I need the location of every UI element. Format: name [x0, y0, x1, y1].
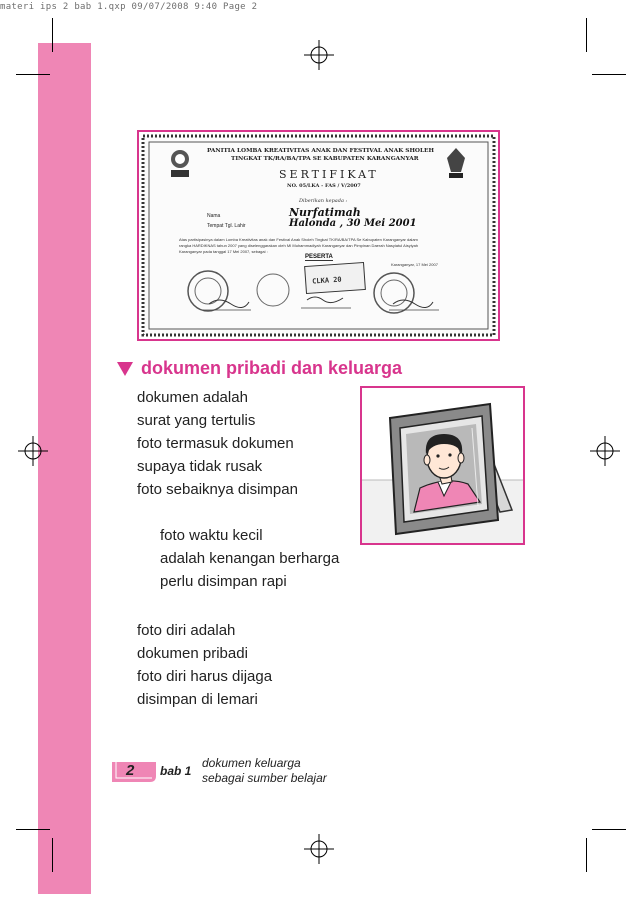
- certificate-body-3: Karanganyar pada tanggal 17 Mei 2007, sebagai :: [179, 249, 268, 254]
- crop-mark: [16, 829, 50, 830]
- certificate-number: NO. 05/LKA - FAS / V/2007: [287, 183, 361, 189]
- poem-line: dokumen adalah: [137, 389, 248, 406]
- poem-line: foto sebaiknya disimpan: [137, 481, 298, 498]
- crop-mark: [52, 838, 53, 872]
- photo-frame-drawing: [362, 388, 523, 543]
- crop-mark: [586, 18, 587, 52]
- poem-line: foto diri harus dijaga: [137, 668, 273, 685]
- page-number: 2: [126, 762, 135, 779]
- framed-photo-illustration: [360, 386, 525, 545]
- certificate-peserta: PESERTA: [305, 254, 333, 260]
- pink-side-band: [38, 43, 91, 894]
- certificate-body-1: Atas partisipasinya dalam Lomba Kreativitas anak dan Festival Anak Sholeh Tingkat TK/RA/BA/TPA Se Kabupaten Karanganyar dalam: [179, 237, 418, 242]
- poem-line: adalah kenangan berharga: [160, 550, 340, 567]
- poem-line: perlu disimpan rapi: [160, 573, 287, 590]
- certificate-given-to: Diberikan kepada :: [299, 198, 348, 204]
- poem-line: surat yang tertulis: [137, 412, 256, 429]
- crop-mark: [52, 18, 53, 52]
- certificate-value-birth: Halonda , 30 Mei 2001: [289, 218, 417, 229]
- certificate-body-2: rangka HARDIKNAS tahun 2007 yang diselenggarakan oleh MI Muhammadiyah Karanganyar dan Pimpinan Daerah Nasyiatul Aisyiyah: [179, 243, 419, 248]
- stamp-text: CLKA 20: [311, 275, 342, 286]
- certificate-image: [137, 130, 500, 341]
- certificate-header-line2: TINGKAT TK/RA/BA/TPA SE KABUPATEN KARANGANYAR: [231, 156, 419, 162]
- printer-slug: materi ips 2 bab 1.qxp 09/07/2008 9:40 Page 2: [0, 2, 258, 12]
- certificate-title: SERTIFIKAT: [279, 168, 379, 181]
- crop-mark: [586, 838, 587, 872]
- section-heading: [117, 358, 402, 379]
- chapter-label: bab 1: [160, 764, 192, 778]
- registration-mark-right: [590, 436, 620, 466]
- chapter-subtitle-line2: sebagai sumber belajar: [202, 771, 327, 785]
- certificate-header-line1: PANITIA LOMBA KREATIVITAS ANAK DAN FESTIVAL ANAK SHOLEH: [207, 148, 434, 154]
- signature-lines: [139, 132, 498, 339]
- certificate-value-name: Nurfatimah: [289, 206, 361, 219]
- section-title: dokumen pribadi dan keluarga: [141, 358, 403, 378]
- poem-line: disimpan di lemari: [137, 691, 258, 708]
- poem-line: foto waktu kecil: [160, 527, 263, 544]
- certificate-label-name: Nama: [207, 213, 221, 219]
- certificate-date: Karanganyar, 17 Mei 2007: [391, 262, 438, 267]
- registration-mark-top: [304, 40, 334, 70]
- chapter-subtitle-line1: dokumen keluarga: [202, 756, 301, 770]
- poem-line: supaya tidak rusak: [137, 458, 263, 475]
- poem-line: foto diri adalah: [137, 622, 236, 639]
- crop-mark: [592, 829, 626, 830]
- triangle-bullet-icon: [117, 362, 133, 376]
- poem-line: foto termasuk dokumen: [137, 435, 294, 452]
- poem-line: dokumen pribadi: [137, 645, 248, 662]
- registration-mark-bottom: [304, 834, 334, 864]
- certificate-label-birth: Tempat Tgl. Lahir: [207, 223, 246, 229]
- registration-mark-left: [18, 436, 48, 466]
- crop-mark: [16, 74, 50, 75]
- crop-mark: [592, 74, 626, 75]
